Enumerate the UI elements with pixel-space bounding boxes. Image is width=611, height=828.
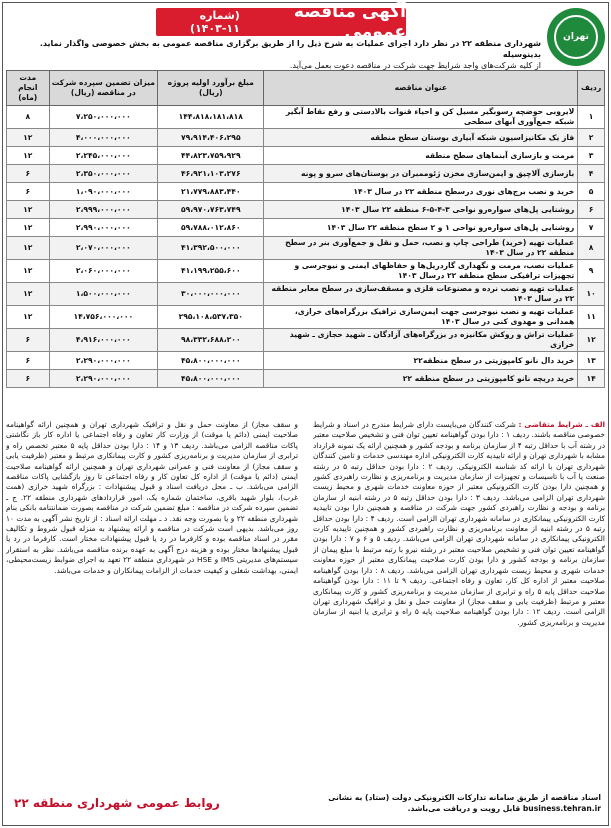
- cell-duration: ۸: [7, 106, 50, 129]
- cell-deposit: ۲،۰۶۰،۰۰۰،۰۰۰: [49, 260, 158, 283]
- cell-title: عملیات نصب، مرمت و نگهداری گاردریل‌ها و حفاظهای ایمنی و نیوجرسی و تجهیزات ترافیکی سطح منطقه ۲۲ درسال ۱۴۰۳: [264, 260, 578, 283]
- cell-duration: ۶: [7, 370, 50, 388]
- conditions-left-text: و سقف مجاز) از معاونت حمل و نقل و ترافیک شهرداری تهران و همچنین ارائه گواهینامه صلاحیت ایمنی (دائم یا موقت) از وزارت کار تعاون و رفاه اجتماعی یا اداره کار باز نگاشتی پاکات مناقصه الزامی می‌باشد. ردیف ۱۳ و ۱۴ : دارا بودن حداقل پایه ۵ معتبر تخصص راه و ترابری از سازمان مدیریت و برنامه‌ریزی کشور و کارت پیمانکاری مرتبط و معتبر (ظرفیت یابی و سقف مجاز) از معاونت فنی و عمرانی شهرداری تهران و همچنین ارائه گواهینامه صلاحیت ایمنی (دائم یا موقت) از اداره کل تعاون کار و رفاه اجتماعی تا روز بازگشایی پاکات مناقصه الزامی می‌باشد. ب ـ محل دریافت اسناد و قبول پیشنهادات : بزرگراه شهید خرازی (همت غرب)، بلوار شهید باقری، ساختمان شماره یک، امور قراردادهای شهرداری منطقه ۲۲. ج ـ تضمین سپرده شرکت در مناقصه : مبلغ تضمین شرکت در مناقصه بصورت ضمانتنامه بانکی بنام شهرداری منطقه ۲۲ و یا بصورت وجه نقد. د ـ مهلت ارائه اسناد : از تاریخ نشر آگهی به مدت ۱۰ روز می‌باشد. بدیهی است شرکت در مناقصه و ارائه پیشنهاد به منزله قبول شروط و تکالیف مقرر در اسناد مناقصه بوده و کارفرما در رد یا قبول پیشنهادات مختار است. کارفرما در رد یا قبول پیشنهادها مختار بوده و هزینه درج آگهی به عهده برنده مناقصه می‌باشد. نظر به استقرار سیستم‌های مدیریتی IMS و HSE در شهرداری منطقه ۲۲ تعهد به اجرای ضوابط زیست‌محیطی، ایمنی، بهداشت شغلی و کیفیت خدمات از الزامات پیمانکاران و خدمات می‌باشد.: [6, 420, 298, 575]
- table-body: [7, 106, 605, 388]
- cell-title: خرید دال نانو کامپوزیتی در سطح منطقه۲۲: [264, 352, 578, 370]
- cell-estimate: ۴۶،۹۲۱،۱۰۳،۲۷۶: [158, 165, 264, 183]
- cell-radif: ۱۰: [578, 283, 605, 306]
- cell-duration: ۱۲: [7, 283, 50, 306]
- tehran-municipality-logo: [547, 8, 605, 66]
- cell-radif: ۹: [578, 260, 605, 283]
- header-deposit: میزان تضمین سپرده شرکت در مناقصه (ریال): [49, 71, 158, 106]
- table-row: [7, 201, 605, 219]
- cell-title: خرید و نصب برج‌های نوری درسطح منطقه ۲۲ در سال ۱۴۰۳: [264, 183, 578, 201]
- cell-duration: ۱۲: [7, 219, 50, 237]
- footer-text: [186, 792, 601, 814]
- cell-estimate: ۴۵،۸۰۰،۰۰۰،۰۰۰: [158, 352, 264, 370]
- cell-title: فاز یک مکانیزاسیون شبکه آبیاری بوستان سطح منطقه: [264, 129, 578, 147]
- notice-footer: [6, 790, 605, 822]
- cell-deposit: ۴،۹۱۶،۰۰۰،۰۰۰: [49, 329, 158, 352]
- cell-estimate: ۲۹۵،۱۰۸،۵۳۷،۳۵۰: [158, 306, 264, 329]
- cell-duration: ۱۲: [7, 237, 50, 260]
- logo-text: تهران: [563, 32, 589, 42]
- cell-duration: ۱۲: [7, 306, 50, 329]
- cell-duration: ۱۲: [7, 201, 50, 219]
- cell-deposit: ۲،۹۹۰،۰۰۰،۰۰۰: [49, 219, 158, 237]
- intro-line-1: شهرداری منطقه ۲۲ در نظر دارد اجرای عملیات به شرح ذیل را از طریق برگزاری مناقصه عمومی به بخش خصوصی واگذار نماید. بدینوسیله: [39, 39, 541, 59]
- logo-emblem-icon: [554, 15, 598, 59]
- cell-radif: ۱۲: [578, 329, 605, 352]
- cell-estimate: ۴۵،۸۰۰،۰۰۰،۰۰۰: [158, 370, 264, 388]
- cell-radif: ۱۳: [578, 352, 605, 370]
- cell-deposit: ۴،۰۰۰،۰۰۰،۰۰۰: [49, 129, 158, 147]
- conditions-right-text: شرکت کنندگان می‌بایست دارای شرایط مندرج در اسناد و شرایط خصوصی مناقصه باشند. ردیف ۱ : دارا بودن گواهینامه تعیین توان فنی و تشخیص صلاحیت معتبر در رشته آب با حداقل رتبه ۴ از سازمان برنامه و بودجه کشور و همچنین ارائه یک نمونه قرارداد مشابه با شهرداری تهران و ارائه تاییدیه کارت الکترونیکی اداره مهندسی خدمات و تامین کنندگان شهرداری تهران با ارائه کد شناسه الکترونیکی. ردیف ۲ : دارا بودن حداقل رتبه ۵ در رشته صنعت یا آب با تاسیسات و تجهیزات از سازمان مدیریت و برنامه‌ریزی و نظارت راهبردی کشور و همچنین دارا بودن کارت الکترونیکی معتبر از حوزه معاونت خدمات شهری و محیط زیست شهرداری تهران الزامی می‌باشد. ردیف ۳ : دارا بودن حداقل رتبه ۵ در رشته ابنیه از سازمان برنامه و بودجه و نظارت راهبردی کشور جهت شرکت در مناقصه و همچنین دارا بودن تاییدیه کارت الکترونیکی پیمانکاری در سامانه شهرداری تهران الزامی است. ردیف ۴ : دارا بودن حداقل رتبه ۵ در رشته ابنیه از معاونت برنامه‌ریزی و نظارت راهبردی کشور و همچنین تاییدیه کارت الکترونیکی پیمانکاری در سامانه شهرداری تهران الزامی می‌باشد. ردیف ۵ و ۶ و ۷ : دارا بودن گواهینامه تعیین توان فنی و تشخیص صلاحیت معتبر در رشته نیرو با رتبه مرتبط با مبلغ پیمان از سازمان برنامه و بودجه کشور و دارا بودن کارت صلاحیت پیمانکاری معتبر از حوزه معاونت خدمات شهری و محیط زیست شهرداری تهران الزامی می‌باشد. ردیف ۸ : دارا بودن گواهینامه صلاحیت معتبر از اداره کل کار، تعاون و رفاه اجتماعی. ردیف ۹ تا ۱۱ : دارا بودن گواهینامه صلاحیت حداقل پایه ۵ راه و ترابری از سازمان مدیریت و برنامه‌ریزی کشور و کارت پیمانکاری معتبر و مرتبط (ظرفیت یابی و سقف مجاز) از معاونت حمل و نقل و ترافیک شهرداری تهران الزامی است. ردیف ۱۲ : دارا بودن گواهینامه صلاحیت پایه ۵ راه و ترابری یا ابنیه از سازمان مدیریت و برنامه‌ریزی کشور.: [313, 420, 605, 627]
- cell-estimate: ۲۱،۷۷۹،۸۸۳،۴۴۰: [158, 183, 264, 201]
- cell-deposit: ۱،۵۰۰،۰۰۰،۰۰۰: [49, 283, 158, 306]
- cell-estimate: ۵۹،۷۸۸،۰۱۲،۸۶۰: [158, 219, 264, 237]
- table-row: [7, 283, 605, 306]
- cell-estimate: ۴۱،۳۹۲،۵۰۰،۰۰۰: [158, 237, 264, 260]
- cell-radif: ۱۱: [578, 306, 605, 329]
- footer-line-2: business.tehran.ir قابل رویت و دریافت می‌باشد.: [407, 804, 601, 813]
- cell-deposit: ۷،۲۵۰،۰۰۰،۰۰۰: [49, 106, 158, 129]
- cell-estimate: ۴۴،۸۲۳،۷۵۹،۹۲۹: [158, 147, 264, 165]
- footer-line-1: اسناد مناقصه از طریق سامانه تدارکات الکترونیکی دولت (ستاد) به نشانی: [328, 793, 601, 802]
- cell-title: بازسازی آلاچیق و ایمن‌سازی مخزن ژئوممبران در بوستان‌های سرو و پونه: [264, 165, 578, 183]
- cell-estimate: ۱۴۴،۸۱۸،۱۸۱،۸۱۸: [158, 106, 264, 129]
- cell-deposit: ۲،۰۷۰،۰۰۰،۰۰۰: [49, 237, 158, 260]
- intro-line-2: از کلیه شرکت‌های واجد شرایط جهت شرکت در مناقصه دعوت بعمل می‌آید.: [289, 61, 541, 70]
- cell-radif: ۴: [578, 165, 605, 183]
- footer-brand: روابط عمومی شهرداری منطقه ۲۲: [14, 796, 220, 810]
- table-row: [7, 106, 605, 129]
- intro-text: [7, 38, 541, 71]
- tender-table-wrap: [6, 70, 605, 388]
- cell-title: عملیات تهیه و نصب نرده و مصنوعات فلزی و مسقف‌سازی در سطح معابر منطقه ۲۲ در سال ۱۴۰۳: [264, 283, 578, 306]
- table-row: [7, 352, 605, 370]
- cell-title: مرمت و بازسازی آبنماهای سطح منطقه: [264, 147, 578, 165]
- cell-title: عملیات تهیه (خرید) طراحی چاپ و نصب، حمل و نقل و جمع‌آوری بنر در سطح منطقه ۲۲ در سال ۱۴۰۳: [264, 237, 578, 260]
- cell-radif: ۵: [578, 183, 605, 201]
- cell-radif: ۱: [578, 106, 605, 129]
- cell-deposit: ۲،۲۹۰،۰۰۰،۰۰۰: [49, 352, 158, 370]
- table-row: [7, 147, 605, 165]
- notice-banner: [156, 2, 406, 42]
- cell-radif: ۱۴: [578, 370, 605, 388]
- header-radif: ردیف: [578, 71, 605, 106]
- issue-number: (شماره ۱۱-۱۴۰۳): [189, 9, 240, 35]
- cell-title: عملیات تهیه و نصب نیوجرسی جهت ایمن‌سازی ترافیک بزرگراه‌های خرازی، همدانی و مهدوی کنی در سال ۱۴۰۳: [264, 306, 578, 329]
- cell-estimate: ۷۹،۹۱۴،۴۰۶،۲۹۵: [158, 129, 264, 147]
- table-row: [7, 370, 605, 388]
- cell-title: خرید دریچه نانو کامپوزیتی در سطح منطقه ۲۲: [264, 370, 578, 388]
- cell-deposit: ۱،۰۹۰،۰۰۰،۰۰۰: [49, 183, 158, 201]
- cell-radif: ۸: [578, 237, 605, 260]
- table-row: [7, 165, 605, 183]
- cell-radif: ۲: [578, 129, 605, 147]
- notice-header: [6, 2, 605, 70]
- cell-duration: ۶: [7, 183, 50, 201]
- cell-duration: ۶: [7, 329, 50, 352]
- table-header-row: [7, 71, 605, 106]
- conditions-heading: الف ـ شرایط متقاضی :: [518, 420, 605, 429]
- table-row: [7, 183, 605, 201]
- conditions-left-column: [6, 420, 298, 785]
- cell-radif: ۷: [578, 219, 605, 237]
- cell-estimate: ۳۰،۰۰۰،۰۰۰،۰۰۰: [158, 283, 264, 306]
- cell-duration: ۱۲: [7, 129, 50, 147]
- cell-duration: ۱۲: [7, 260, 50, 283]
- tender-table: [6, 70, 605, 388]
- cell-estimate: ۴۱،۱۹۹،۲۵۵،۶۰۰: [158, 260, 264, 283]
- header-duration: مدت انجام (ماه): [7, 71, 50, 106]
- cell-estimate: ۵۹،۹۷۰،۷۶۳،۷۴۹: [158, 201, 264, 219]
- banner-title: آگهی مناقصه عمومی: [293, 2, 406, 42]
- cell-title: عملیات تراش و روکش مکانیزه در بزرگراه‌های آزادگان ـ شهید حجازی ـ شهید خرازی: [264, 329, 578, 352]
- cell-deposit: ۲،۲۹۰،۰۰۰،۰۰۰: [49, 370, 158, 388]
- cell-estimate: ۹۸،۳۳۲،۶۸۸،۲۰۰: [158, 329, 264, 352]
- cell-deposit: ۲،۳۵۰،۰۰۰،۰۰۰: [49, 165, 158, 183]
- table-row: [7, 306, 605, 329]
- table-row: [7, 219, 605, 237]
- cell-deposit: ۱۴،۷۵۶،۰۰۰،۰۰۰: [49, 306, 158, 329]
- cell-duration: ۶: [7, 352, 50, 370]
- table-row: [7, 260, 605, 283]
- cell-duration: ۱۲: [7, 147, 50, 165]
- conditions-right-column: [313, 420, 605, 785]
- cell-title: روشنایی پل‌های سواره‌رو نواحی ۳-۴-۵-۶ منطقه ۲۲ سال ۱۴۰۳: [264, 201, 578, 219]
- table-row: [7, 129, 605, 147]
- table-row: [7, 329, 605, 352]
- cell-deposit: ۲،۹۹۹،۰۰۰،۰۰۰: [49, 201, 158, 219]
- cell-deposit: ۲،۲۴۵،۰۰۰،۰۰۰: [49, 147, 158, 165]
- conditions-section: [6, 420, 605, 785]
- cell-title: روشنایی پل‌های سواره‌رو نواحی ۱ و ۲ سطح منطقه ۲۲ سال ۱۴۰۳: [264, 219, 578, 237]
- cell-radif: ۳: [578, 147, 605, 165]
- header-title: عنوان مناقصه: [264, 71, 578, 106]
- table-row: [7, 237, 605, 260]
- cell-radif: ۶: [578, 201, 605, 219]
- header-estimate: مبلغ برآورد اولیه پروژه (ریال): [158, 71, 264, 106]
- cell-duration: ۶: [7, 165, 50, 183]
- cell-title: لایروبی حوضچه رسوبگیر مسیل کن و احیاء قنوات بالادستی و رفع نقاط آبگیر شبکه جمع‌آوری آبهای سطحی: [264, 106, 578, 129]
